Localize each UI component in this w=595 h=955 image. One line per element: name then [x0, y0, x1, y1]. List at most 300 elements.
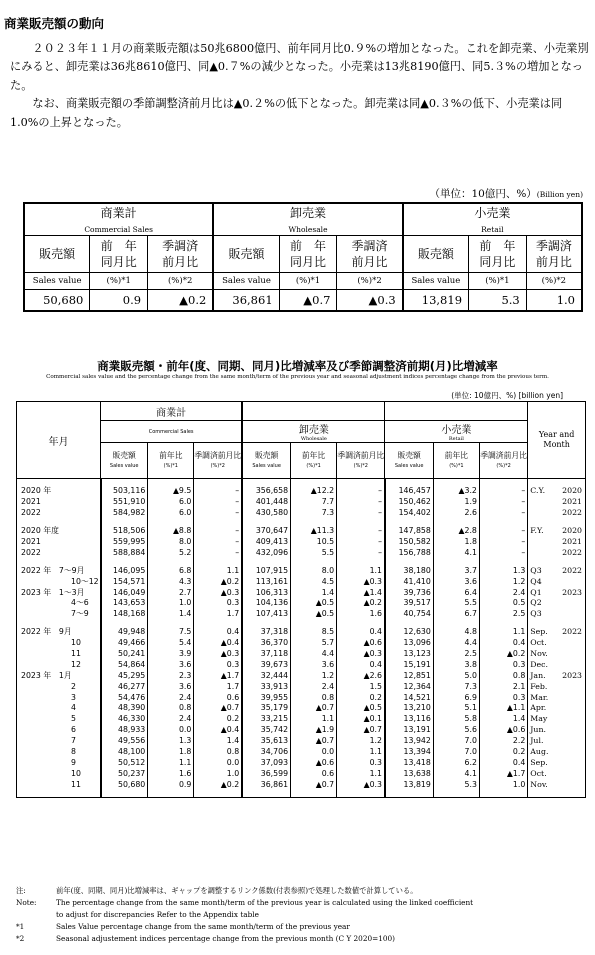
header-wholesale-label: 卸売業 Wholesale	[242, 421, 385, 443]
table-cell: 148,168	[101, 609, 148, 620]
table-cell: 50,512	[101, 757, 148, 768]
table-cell: 0.4	[479, 757, 527, 768]
table-row	[17, 681, 586, 692]
table-cell: ▲0.7	[194, 703, 242, 714]
table-cell: 36,861	[242, 779, 290, 790]
row-label: 3	[71, 692, 76, 702]
table-cell: 13,819	[385, 779, 433, 790]
table-cell: 49,556	[101, 736, 148, 747]
row-year-month: Q2	[528, 598, 557, 609]
table-cell: ▲0.5	[291, 598, 337, 609]
table-row	[17, 649, 586, 660]
row-year-month: Jan.	[528, 670, 557, 681]
table-cell: 46,330	[101, 714, 148, 725]
table-cell: 1.8	[148, 747, 194, 758]
table-row	[17, 526, 586, 537]
table-cell: 45,295	[101, 670, 148, 681]
table-cell: 5.6	[433, 725, 479, 736]
table-cell: ▲2.6	[337, 670, 385, 681]
table-row	[17, 537, 586, 548]
table-cell: 430,580	[242, 508, 290, 519]
row-year-month: Nov.	[528, 649, 557, 660]
table-cell: 1.3	[148, 736, 194, 747]
table-cell: 33,913	[242, 681, 290, 692]
table-cell: ▲0.7	[337, 725, 385, 736]
row-year-month: Mar.	[528, 692, 557, 703]
table-cell: 1.0	[479, 779, 527, 790]
header-col: 販売額 Sales value	[385, 443, 433, 479]
table-cell: 35,742	[242, 725, 290, 736]
table-cell: 0.8	[291, 692, 337, 703]
table-cell: 0.8	[148, 703, 194, 714]
summary-col-unit: (%)*2	[526, 273, 582, 290]
table-cell: 2.2	[479, 736, 527, 747]
row-year-month: 2023	[562, 587, 582, 597]
table-row	[17, 587, 586, 598]
table-cell: 3.7	[433, 565, 479, 576]
table-cell: 8.0	[148, 537, 194, 548]
header-year-month: Year and Month	[528, 402, 586, 479]
intro-text	[10, 40, 590, 132]
table-cell: 1.4	[479, 714, 527, 725]
table-cell: 36,599	[242, 768, 290, 779]
row-label: 2	[71, 681, 76, 691]
table-cell: 6.9	[433, 692, 479, 703]
table-cell: –	[337, 497, 385, 508]
table-row	[17, 508, 586, 519]
row-label: 2023 年 1月	[21, 670, 72, 680]
row-year-month: 2022	[562, 547, 582, 557]
table-cell: ▲0.3	[337, 779, 385, 790]
row-year-month: Q3	[528, 609, 557, 620]
row-label: 10	[71, 638, 81, 648]
table-cell: 12,364	[385, 681, 433, 692]
table-cell: 4.3	[148, 576, 194, 587]
header-commercial-en: Commercial Sales	[101, 421, 243, 443]
row-year-month	[557, 681, 586, 692]
summary-segment-commercial: 商業計 Commercial Sales	[24, 203, 213, 236]
table-row	[17, 638, 586, 649]
row-year-month	[557, 736, 586, 747]
table-cell: 3.6	[148, 681, 194, 692]
table-cell: 104,136	[242, 598, 290, 609]
table-cell: 4.4	[433, 638, 479, 649]
header-col: 季調済前月比 (%)*2	[479, 443, 527, 479]
table-row	[17, 670, 586, 681]
summary-col-label: 前 年 同月比	[90, 236, 148, 273]
table-cell: 1.2	[291, 670, 337, 681]
table-cell: –	[337, 537, 385, 548]
table-cell: 1.2	[479, 576, 527, 587]
summary-value: 1.0	[526, 290, 582, 312]
summary-value: 0.9	[90, 290, 148, 312]
row-year-month: F.Y.	[528, 526, 557, 537]
table-cell: 34,706	[242, 747, 290, 758]
page-title: 商業販売額の動向	[4, 16, 105, 31]
table-cell: ▲0.3	[194, 649, 242, 660]
header-col: 前年比 (%)*1	[148, 443, 194, 479]
table-cell: 1.9	[433, 497, 479, 508]
table-row	[17, 747, 586, 758]
row-year-month: Q4	[528, 576, 557, 587]
summary-col-label: 季調済 前月比	[337, 236, 403, 273]
summary-col-unit: Sales value	[213, 273, 279, 290]
table-cell: 7.0	[433, 747, 479, 758]
table-cell: 3.6	[148, 659, 194, 670]
table-cell: 50,680	[101, 779, 148, 790]
header-period: 年月	[17, 402, 101, 479]
table-cell: 7.5	[148, 627, 194, 638]
summary-col-label: 販売額	[24, 236, 90, 273]
row-year-month: Sep.	[528, 627, 557, 638]
table-cell: 39,517	[385, 598, 433, 609]
table-cell: 0.4	[194, 627, 242, 638]
table-row	[17, 547, 586, 558]
table-cell: ▲0.7	[291, 736, 337, 747]
table-cell: –	[194, 486, 242, 497]
table-cell: 7.7	[291, 497, 337, 508]
table-cell: 1.1	[194, 565, 242, 576]
summary-col-unit: (%)*1	[279, 273, 337, 290]
table-cell: 0.9	[148, 779, 194, 790]
table-cell: 150,462	[385, 497, 433, 508]
table-cell: 0.3	[194, 598, 242, 609]
table-cell: 0.3	[479, 659, 527, 670]
table-cell: 37,318	[242, 627, 290, 638]
table-cell: –	[479, 497, 527, 508]
table-cell: 7.0	[433, 736, 479, 747]
table-cell: 5.2	[148, 547, 194, 558]
row-year-month: Dec.	[528, 659, 557, 670]
table-cell: 49,948	[101, 627, 148, 638]
table-cell: 146,095	[101, 565, 148, 576]
table-cell: ▲1.4	[337, 587, 385, 598]
table-cell: 12,630	[385, 627, 433, 638]
table-cell: ▲2.8	[433, 526, 479, 537]
row-year-month	[528, 547, 557, 558]
table-cell: ▲0.4	[194, 725, 242, 736]
table-cell: 2.1	[479, 681, 527, 692]
table-cell: 107,915	[242, 565, 290, 576]
header-wholesale	[242, 402, 385, 421]
summary-value: 50,680	[24, 290, 90, 312]
table-cell: 0.6	[194, 692, 242, 703]
row-year-month	[557, 768, 586, 779]
table-cell: ▲0.3	[194, 587, 242, 598]
table-cell: –	[479, 508, 527, 519]
table-cell: 150,582	[385, 537, 433, 548]
row-label: 10	[71, 768, 81, 778]
table-cell: 6.0	[148, 497, 194, 508]
table-cell: 0.4	[337, 627, 385, 638]
row-year-month	[557, 747, 586, 758]
table-cell: 46,277	[101, 681, 148, 692]
table-cell: ▲0.6	[479, 725, 527, 736]
table-cell: 1.0	[148, 598, 194, 609]
table-cell: 39,673	[242, 659, 290, 670]
table-cell: ▲1.7	[194, 670, 242, 681]
table-cell: 1.1	[291, 714, 337, 725]
row-year-month: Oct.	[528, 638, 557, 649]
table-cell: 4.8	[433, 627, 479, 638]
table-cell: ▲11.3	[291, 526, 337, 537]
table-cell: 146,457	[385, 486, 433, 497]
table-cell: –	[479, 526, 527, 537]
table-cell: ▲8.8	[148, 526, 194, 537]
table-cell: 1.5	[337, 681, 385, 692]
table-cell: 13,191	[385, 725, 433, 736]
row-year-month: 2022	[562, 508, 582, 518]
table-cell: –	[194, 497, 242, 508]
table-cell: 370,647	[242, 526, 290, 537]
table-cell: 156,788	[385, 547, 433, 558]
table-row	[17, 598, 586, 609]
row-year-month	[557, 659, 586, 670]
table-cell: 6.2	[433, 757, 479, 768]
table-cell: 5.0	[433, 670, 479, 681]
table-cell: 5.3	[433, 779, 479, 790]
summary-col-label: 販売額	[403, 236, 469, 273]
table-cell: 15,191	[385, 659, 433, 670]
row-year-month: 2020	[562, 526, 582, 536]
table-cell: 1.7	[194, 681, 242, 692]
summary-col-unit: (%)*1	[469, 273, 527, 290]
table-cell: 1.2	[337, 736, 385, 747]
table-cell: 0.3	[337, 757, 385, 768]
table-cell: 13,638	[385, 768, 433, 779]
table-cell: 4.4	[291, 649, 337, 660]
table-cell: 559,995	[101, 537, 148, 548]
table-cell: 54,476	[101, 692, 148, 703]
row-year-month: Feb.	[528, 681, 557, 692]
row-year-month: Apr.	[528, 703, 557, 714]
header-col: 季調済前月比 (%)*2	[337, 443, 385, 479]
table-cell: 5.4	[148, 638, 194, 649]
table-cell: 2.4	[479, 587, 527, 598]
row-year-month: Jul.	[528, 736, 557, 747]
table-cell: 37,093	[242, 757, 290, 768]
table-cell: 106,313	[242, 587, 290, 598]
table-row	[17, 714, 586, 725]
table-cell: 5.5	[433, 598, 479, 609]
table-cell: ▲0.6	[291, 757, 337, 768]
table-row	[17, 497, 586, 508]
table-cell: 12,851	[385, 670, 433, 681]
footnote: to adjust for discrepancies Refer to the Appendix table	[56, 910, 259, 919]
table-cell: ▲0.2	[194, 779, 242, 790]
row-label: 2021	[21, 497, 41, 507]
row-year-month	[557, 609, 586, 620]
table-cell: 6.4	[433, 587, 479, 598]
table-cell: ▲0.2	[337, 598, 385, 609]
table-cell: 3.6	[291, 659, 337, 670]
group-spacer	[17, 479, 586, 487]
summary-value: 5.3	[469, 290, 527, 312]
row-year-month	[557, 649, 586, 660]
table-cell: ▲0.7	[291, 703, 337, 714]
table-title: 商業販売額・前年(度、同期、同月)比増減率及び季節調整済前期(月)比増減率	[97, 359, 498, 373]
table-cell: 4.1	[433, 547, 479, 558]
table-cell: 48,390	[101, 703, 148, 714]
row-label: 2022 年 9月	[21, 627, 72, 637]
row-year-month: Jun.	[528, 725, 557, 736]
row-label: 5	[71, 714, 76, 724]
row-year-month	[557, 714, 586, 725]
row-label: 8	[71, 747, 76, 757]
table-cell: 4.1	[433, 768, 479, 779]
table-cell: 2.5	[433, 649, 479, 660]
intro-paragraph: ２０２３年１１月の商業販売額は50兆6800億円、前年同月比0.９%の増加となった。これを卸売業、小売業別にみると、卸売業は36兆8610億円、同▲0.７%の減少となった。小売業は13兆8190億円、同5.３%の増加となった。	[10, 42, 589, 92]
table-cell: ▲0.6	[337, 638, 385, 649]
summary-value: ▲0.3	[337, 290, 403, 312]
row-label: 2022	[21, 547, 41, 557]
row-year-month	[528, 497, 557, 508]
table-row	[17, 486, 586, 497]
table-cell: –	[479, 486, 527, 497]
table-cell: 584,982	[101, 508, 148, 519]
group-spacer	[17, 790, 586, 798]
row-year-month: Sep.	[528, 757, 557, 768]
header-col: 販売額 Sales value	[242, 443, 290, 479]
table-cell: 8.5	[291, 627, 337, 638]
summary-value: ▲0.7	[279, 290, 337, 312]
row-label: 7	[71, 736, 76, 746]
row-year-month	[557, 576, 586, 587]
row-year-month: May	[528, 714, 557, 725]
row-label: 2022	[21, 508, 41, 518]
table-cell: 0.0	[194, 757, 242, 768]
table-row	[17, 565, 586, 576]
table-cell: 40,754	[385, 609, 433, 620]
summary-col-unit: Sales value	[24, 273, 90, 290]
intro-paragraph: なお、商業販売額の季節調整済前月比は▲0.２%の低下となった。卸売業は同▲0.３%の低下、小売業は同1.0%の上昇となった。	[10, 97, 563, 129]
summary-col-unit: (%)*2	[148, 273, 214, 290]
row-label: 11	[71, 649, 81, 659]
table-cell: 3.6	[433, 576, 479, 587]
summary-col-unit: (%)*2	[337, 273, 403, 290]
table-cell: 0.0	[291, 747, 337, 758]
table-cell: 35,613	[242, 736, 290, 747]
table-cell: 503,116	[101, 486, 148, 497]
table-cell: ▲0.1	[337, 714, 385, 725]
row-year-month: C.Y.	[528, 486, 557, 497]
row-year-month: 2022	[562, 627, 582, 637]
row-label: 2020 年	[21, 486, 52, 496]
table-cell: 7.3	[291, 508, 337, 519]
table-cell: 5.1	[433, 703, 479, 714]
table-row	[17, 576, 586, 587]
table-cell: –	[337, 526, 385, 537]
table-cell: 588,884	[101, 547, 148, 558]
table-unit: (単位: 10億円、%) [billion yen]	[451, 391, 563, 400]
table-cell: 1.4	[148, 609, 194, 620]
table-cell: 1.4	[291, 587, 337, 598]
table-cell: 1.1	[148, 757, 194, 768]
table-cell: 0.4	[479, 638, 527, 649]
table-cell: 13,210	[385, 703, 433, 714]
header-col: 季調済前月比 (%)*2	[194, 443, 242, 479]
row-year-month: 2021	[562, 497, 582, 507]
table-cell: 49,466	[101, 638, 148, 649]
table-cell: 107,413	[242, 609, 290, 620]
table-cell: 13,123	[385, 649, 433, 660]
table-cell: 146,049	[101, 587, 148, 598]
row-label: 9	[71, 757, 76, 767]
table-cell: 2.4	[148, 692, 194, 703]
table-cell: 13,394	[385, 747, 433, 758]
table-cell: 1.6	[148, 768, 194, 779]
table-cell: 113,161	[242, 576, 290, 587]
table-cell: 4.5	[291, 576, 337, 587]
table-cell: 48,100	[101, 747, 148, 758]
table-cell: 41,410	[385, 576, 433, 587]
table-cell: 2.5	[479, 609, 527, 620]
summary-segment-retail: 小売業 Retail	[403, 203, 582, 236]
summary-value: ▲0.2	[148, 290, 214, 312]
row-label: 6	[71, 725, 76, 735]
table-cell: –	[194, 547, 242, 558]
table-cell: 432,096	[242, 547, 290, 558]
table-cell: 0.2	[337, 692, 385, 703]
table-cell: –	[194, 526, 242, 537]
table-cell: 0.2	[194, 714, 242, 725]
table-cell: 37,118	[242, 649, 290, 660]
table-cell: 1.1	[337, 565, 385, 576]
table-cell: ▲0.3	[337, 649, 385, 660]
table-row	[17, 779, 586, 790]
table-cell: 32,444	[242, 670, 290, 681]
table-cell: 10.5	[291, 537, 337, 548]
table-cell: 6.0	[148, 508, 194, 519]
table-cell: 401,448	[242, 497, 290, 508]
row-year-month: 2022	[562, 565, 582, 575]
data-table-body	[17, 479, 586, 798]
table-cell: –	[479, 547, 527, 558]
table-cell: 2.4	[291, 681, 337, 692]
table-cell: ▲9.5	[148, 486, 194, 497]
row-label: 2022 年 7～9月	[21, 565, 85, 575]
table-cell: –	[337, 486, 385, 497]
table-cell: 0.8	[479, 670, 527, 681]
table-cell: 50,241	[101, 649, 148, 660]
table-cell: 5.7	[291, 638, 337, 649]
table-cell: –	[194, 508, 242, 519]
header-commercial: 商業計	[101, 402, 243, 421]
table-cell: 409,413	[242, 537, 290, 548]
row-year-month: 2023	[562, 670, 582, 680]
summary-col-label: 季調済 前月比	[526, 236, 582, 273]
table-cell: 13,096	[385, 638, 433, 649]
table-cell: 5.5	[291, 547, 337, 558]
row-year-month	[557, 725, 586, 736]
row-label: 7～9	[71, 609, 89, 619]
row-year-month: Oct.	[528, 768, 557, 779]
row-year-month: Nov.	[528, 779, 557, 790]
table-cell: 3.9	[148, 649, 194, 660]
group-spacer	[17, 558, 586, 565]
footnote: *2 Seasonal adjustement indices percentage change from the previous month (C Y 2020=100)	[16, 934, 395, 943]
table-cell: 13,116	[385, 714, 433, 725]
table-cell: 154,571	[101, 576, 148, 587]
table-cell: 1.0	[194, 768, 242, 779]
table-row	[17, 757, 586, 768]
table-cell: ▲0.7	[291, 779, 337, 790]
table-row	[17, 609, 586, 620]
table-cell: 2.3	[148, 670, 194, 681]
table-cell: 154,402	[385, 508, 433, 519]
table-cell: 0.3	[194, 659, 242, 670]
table-row	[17, 703, 586, 714]
